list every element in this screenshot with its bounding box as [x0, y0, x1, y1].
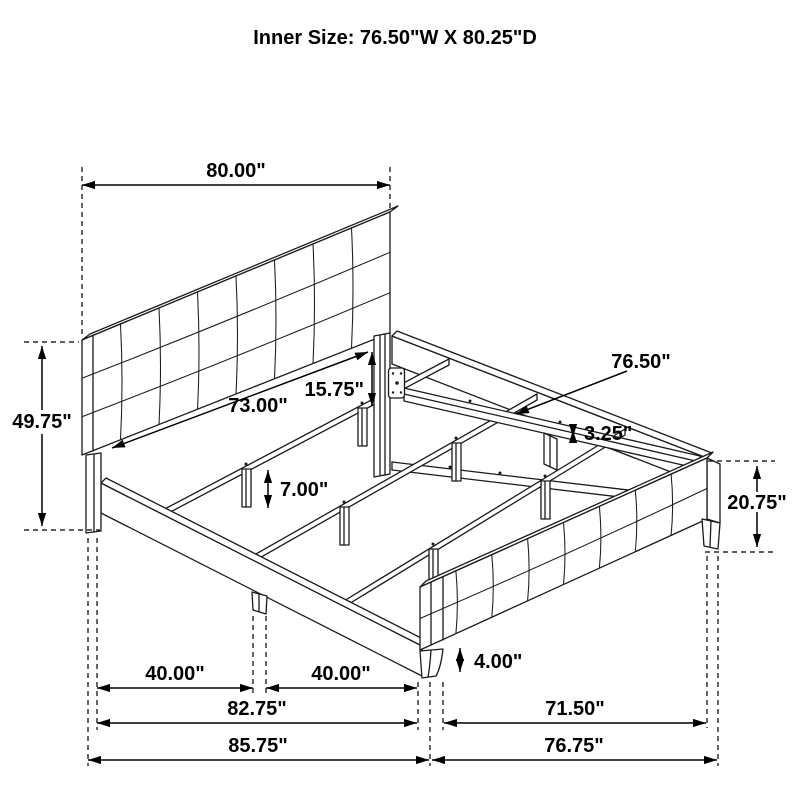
- dim-label-leg-spacing-b: 40.00": [311, 663, 371, 685]
- dim-label-panel-to-rail: 15.75": [304, 379, 364, 401]
- mounting-bracket: [389, 368, 405, 398]
- dim-label-footboard-height: 20.75": [727, 492, 787, 514]
- dim-label-headboard-width: 80.00": [206, 160, 266, 182]
- dim-label-footboard-inner-width: 71.50": [545, 698, 605, 720]
- dim-overall-length: [88, 735, 429, 760]
- dim-footboard-inner-width: [444, 698, 706, 723]
- dim-label-headboard-height: 49.75": [12, 411, 72, 433]
- headboard-right-leg: [374, 333, 390, 477]
- dim-slat-leg-height: [268, 470, 328, 508]
- dim-center-rail-length: [516, 351, 671, 414]
- diagram-title: Inner Size: 76.50"W X 80.25"D: [253, 27, 537, 49]
- footboard-front-leg: [420, 649, 443, 678]
- dim-label-slat-leg: 7.00": [280, 479, 329, 501]
- dim-label-rail-inner-length: 82.75": [227, 698, 287, 720]
- dim-label-footboard-leg: 4.00": [474, 651, 523, 673]
- footboard-right-end: [707, 458, 720, 523]
- dim-label-overall-length: 85.75": [228, 735, 288, 757]
- footboard: [420, 452, 720, 678]
- footboard-panel: [420, 458, 707, 650]
- dim-footboard-width: [432, 735, 717, 760]
- dim-leg-spacing-a: [97, 663, 253, 688]
- dim-rail-inner-length: [97, 698, 417, 723]
- front-side-rail: [101, 478, 427, 676]
- dim-label-center-rail-length: 76.50": [611, 351, 671, 373]
- dim-label-inner-width: 73.00": [228, 395, 288, 417]
- dim-label-footboard-width: 76.75": [544, 735, 604, 757]
- dim-label-leg-spacing-a: 40.00": [145, 663, 205, 685]
- dim-leg-spacing-b: [266, 663, 417, 688]
- dim-label-center-rail-height: 3.25": [584, 423, 633, 445]
- dim-footboard-leg-height: [460, 648, 522, 673]
